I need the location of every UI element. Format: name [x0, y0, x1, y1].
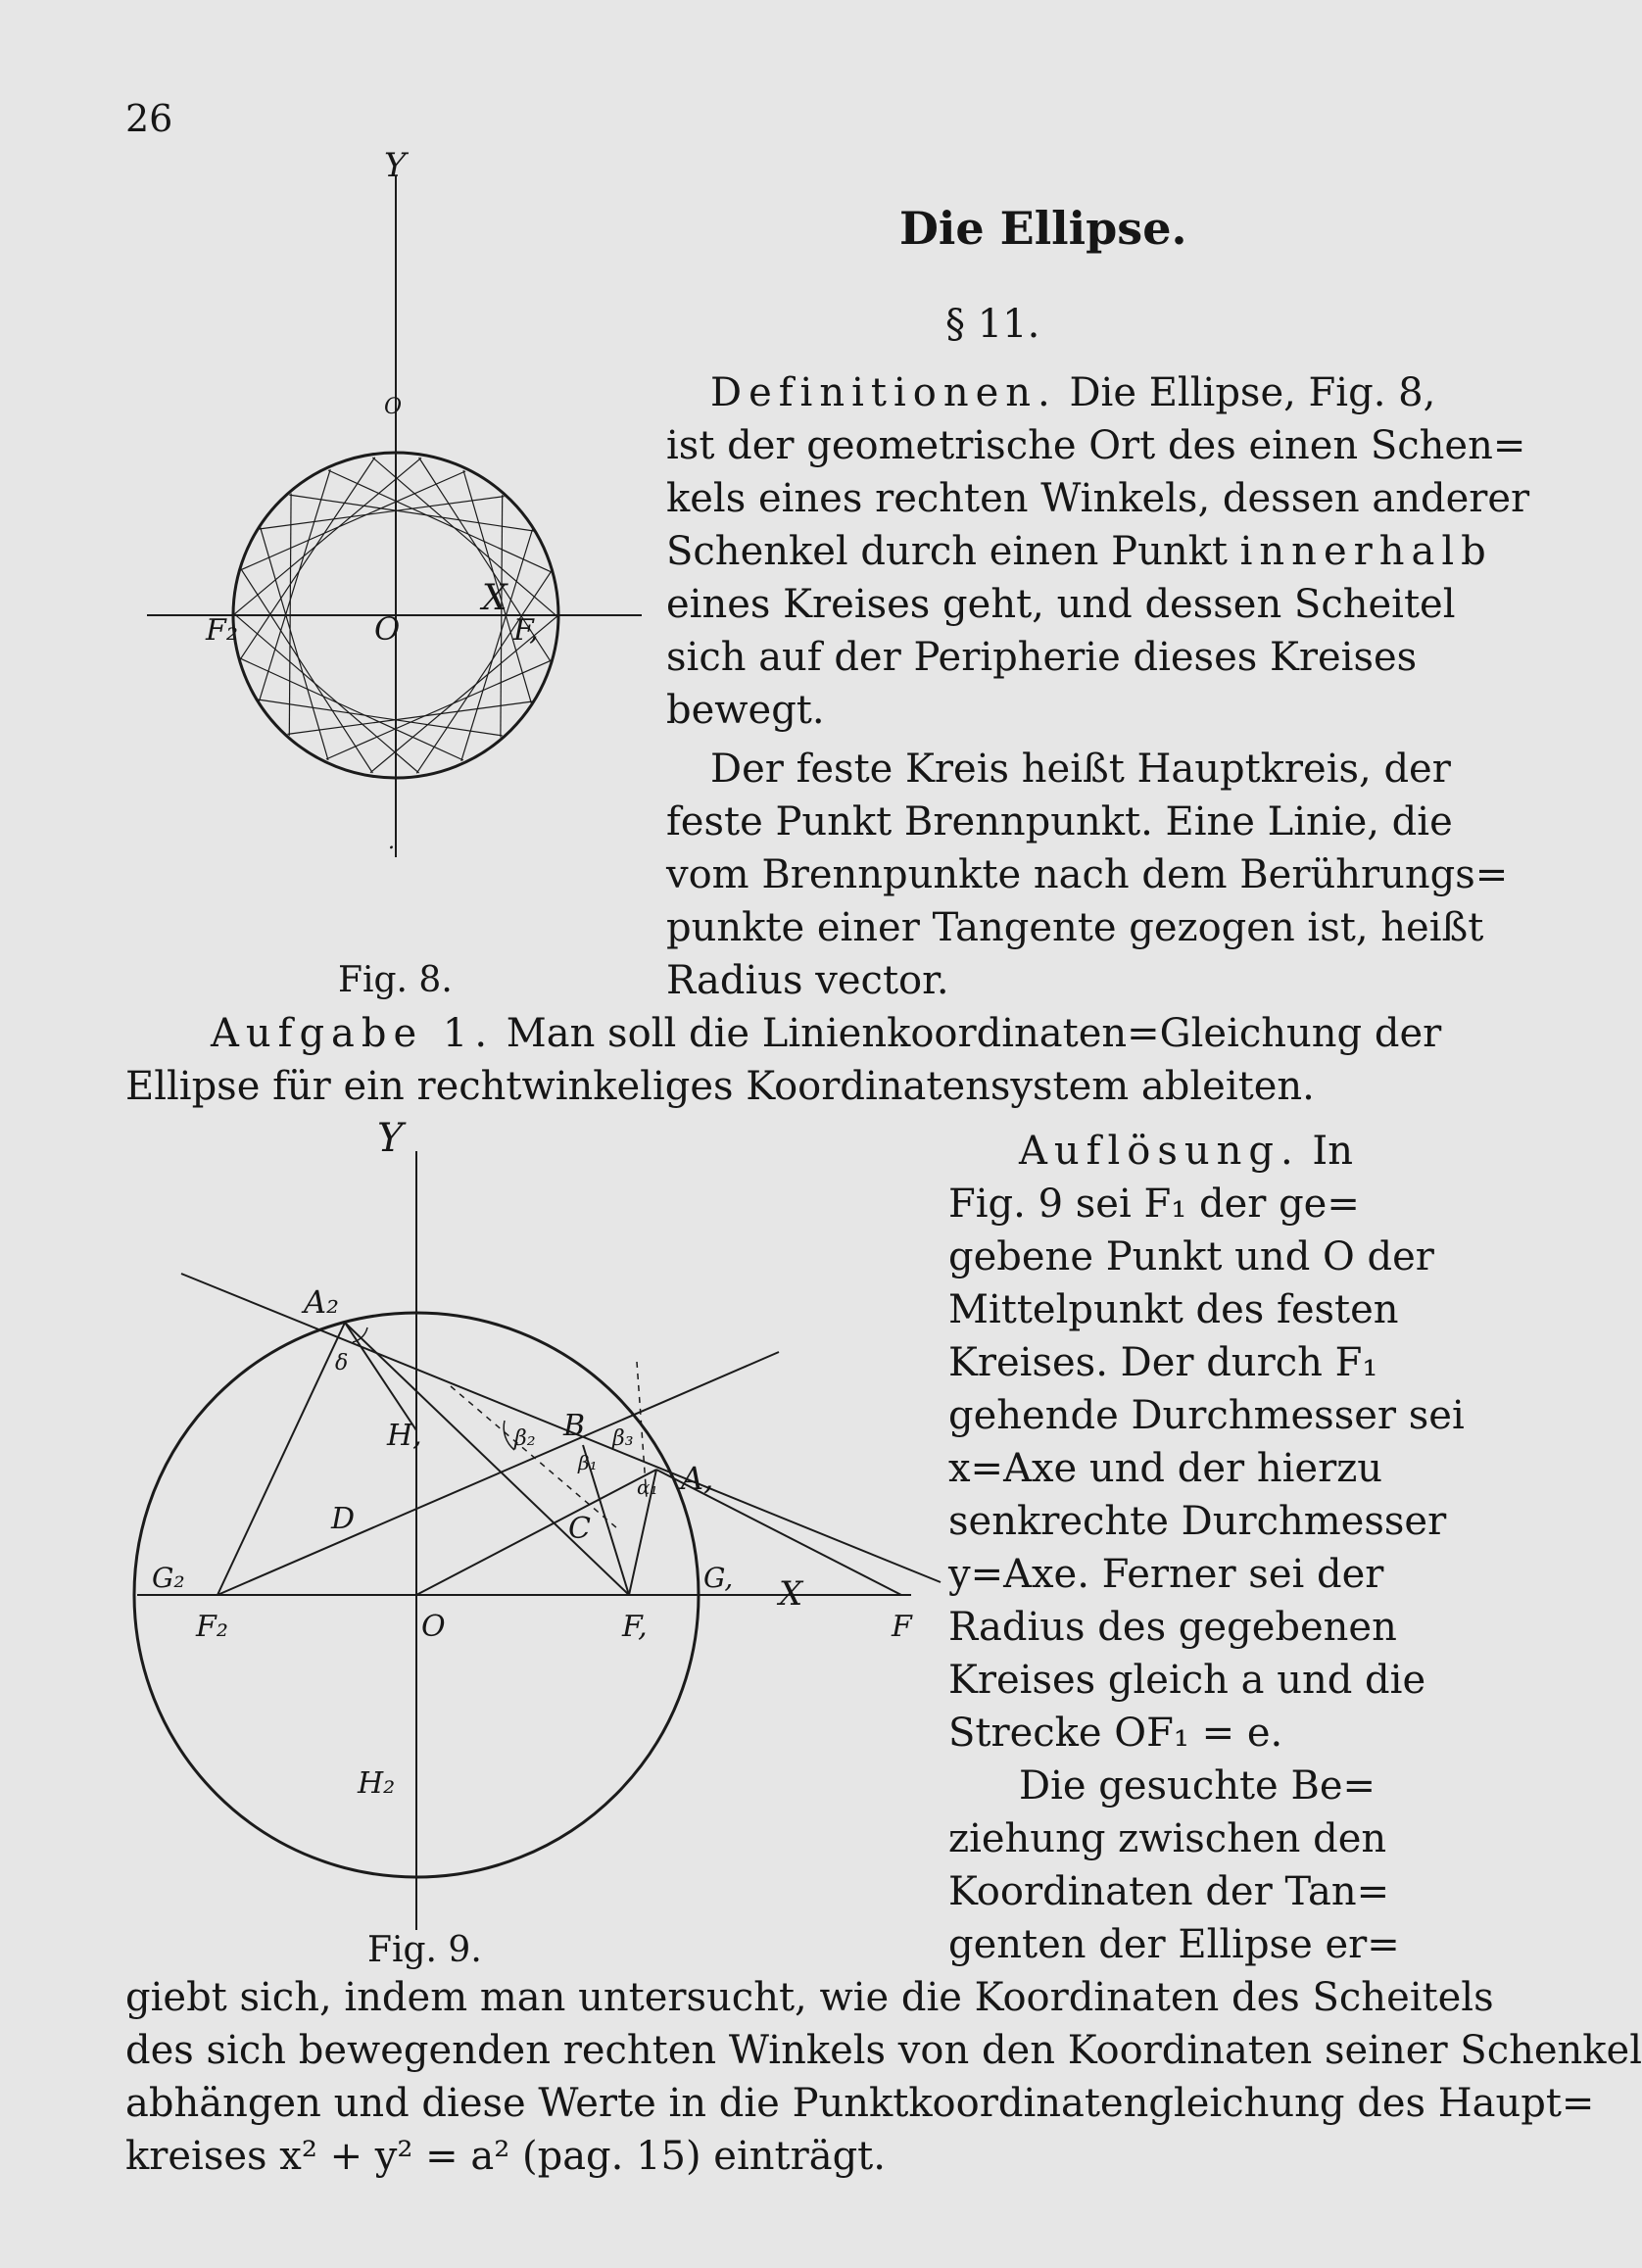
fig8-label-f1: F,: [513, 613, 539, 648]
aufloesung-line-1: Auflösung. In: [1019, 1129, 1353, 1174]
page-number: 26: [125, 97, 173, 140]
aufloesung-line-7: x=Axe und der hierzu: [948, 1446, 1383, 1491]
fig8-chord: [240, 568, 372, 773]
aufgabe-line-1: Aufgabe 1. Man soll die Linienkoordinaten=Gleichung der: [211, 1011, 1442, 1056]
closing-line-3: abhängen und diese Werte in die Punktkoordinatengleichung des Haupt=: [125, 2081, 1595, 2126]
definition-line-1: Definitionen. Die Ellipse, Fig. 8,: [710, 370, 1436, 415]
fig9-label-b: B: [563, 1409, 586, 1443]
aufgabe-line-2: Ellipse für ein rechtwinkeliges Koordinatensystem ableiten.: [125, 1064, 1315, 1109]
def2-line-4: punkte einer Tangente gezogen ist, heißt: [666, 905, 1484, 950]
fig9-label-c: C: [568, 1512, 591, 1546]
def2-line-3: vom Brennpunkte nach dem Berührungs=: [666, 852, 1509, 897]
fig8-chord: [326, 660, 552, 759]
fig9-label-a1: A,: [681, 1460, 714, 1497]
fig9-label-f2: F₂: [196, 1610, 228, 1644]
fig9-label-y: Y: [377, 1116, 404, 1161]
fig8-chord: [240, 471, 465, 570]
fig8-caption: Fig. 8.: [338, 960, 453, 1000]
fig8-label-y: Y: [384, 146, 407, 185]
fig9-line-a2-h1: [345, 1323, 416, 1430]
fig9-label-f: F: [892, 1610, 912, 1644]
fig9-label-h2: H₂: [358, 1766, 396, 1801]
definition-line-4: Schenkel durch einen Punkt innerhalb: [666, 529, 1493, 574]
fig9-label-d: D: [331, 1502, 356, 1536]
fig8-chord: [258, 700, 503, 736]
aufloesung-line-9: y=Axe. Ferner sei der: [948, 1552, 1384, 1597]
fig8-chord: [239, 658, 463, 760]
closing-line-2: des sich bewegenden rechten Winkels von den Koordinaten seiner Schenkel: [125, 2028, 1642, 2073]
fig9-angle-arc-1: [353, 1327, 367, 1342]
def2-line-2: feste Punkt Brennpunkt. Eine Linie, die: [666, 799, 1453, 844]
definition-line-3: kels eines rechten Winkels, dessen anderer: [666, 476, 1530, 521]
fig8-chord: [288, 701, 533, 734]
aufloesung-line-2: Fig. 9 sei F₁ der ge=: [948, 1182, 1360, 1227]
fig8-chord: [240, 458, 375, 660]
fig9-label-a2: A₂: [304, 1283, 339, 1321]
fig9-label-x: X: [779, 1574, 803, 1614]
fig9-caption: Fig. 9.: [367, 1930, 482, 1970]
definition-line-2: ist der geometrische Ort des einen Schen=: [666, 423, 1526, 468]
fig9-label-alpha1: α₁: [637, 1475, 658, 1499]
fig8-label-o-top: O: [384, 395, 403, 419]
fig9-label-h1: H,: [387, 1419, 422, 1453]
fig9-line-o-a1: [416, 1470, 656, 1595]
aufloesung-line-4: Mittelpunkt des festen: [948, 1287, 1399, 1332]
fig8-chord: [259, 497, 504, 529]
aufloesung-line-16: genten der Ellipse er=: [948, 1922, 1400, 1967]
figure-8: [127, 147, 656, 892]
fig8-chord: [261, 527, 328, 760]
fig8-label-x: X: [482, 578, 507, 618]
figure-9: [127, 1107, 941, 1945]
fig9-label-g1: G,: [703, 1562, 734, 1594]
aufloesung-line-13: Die gesuchte Be=: [1019, 1763, 1376, 1809]
fig9-label-g2: G₂: [152, 1562, 185, 1594]
aufloesung-line-3: gebene Punkt und O der: [948, 1234, 1434, 1279]
aufloesung-line-11: Kreises gleich a und die: [948, 1658, 1426, 1703]
aufloesung-line-8: senkrechte Durchmesser: [948, 1499, 1447, 1544]
def2-line-5: Radius vector.: [666, 958, 949, 1003]
fig8-chord: [328, 470, 553, 572]
section-number: § 11.: [945, 302, 1040, 347]
definition-line-7: bewegt.: [666, 688, 825, 733]
fig9-label-beta2: β₂: [514, 1426, 536, 1451]
closing-line-4: kreises x² + y² = a² (pag. 15) einträgt.: [125, 2134, 886, 2179]
aufloesung-line-5: Kreises. Der durch F₁: [948, 1340, 1378, 1385]
aufloesung-line-15: Koordinaten der Tan=: [948, 1869, 1390, 1914]
fig8-label-f2: F₂: [206, 613, 238, 648]
fig8-label-dot: .: [388, 830, 395, 854]
fig9-label-beta1: β₁: [578, 1451, 598, 1474]
closing-line-1: giebt sich, indem man untersucht, wie die Koordinaten des Scheitels: [125, 1975, 1494, 2020]
fig9-label-beta3: β₃: [612, 1426, 634, 1451]
fig8-chord: [289, 495, 534, 531]
definition-line-6: sich auf der Peripherie dieses Kreises: [666, 635, 1418, 680]
chapter-title: Die Ellipse.: [899, 202, 1187, 255]
fig9-label-o: O: [421, 1610, 446, 1644]
aufloesung-line-14: ziehung zwischen den: [948, 1816, 1387, 1861]
fig9-label-delta: δ: [335, 1351, 349, 1375]
definition-line-5: eines Kreises geht, und dessen Scheitel: [666, 582, 1456, 627]
def2-line-1: Der feste Kreis heißt Hauptkreis, der: [710, 747, 1451, 792]
fig8-label-origin: O: [374, 610, 401, 648]
fig9-line-a2-f2: [217, 1323, 345, 1595]
aufloesung-line-6: gehende Durchmesser sei: [948, 1393, 1465, 1438]
aufloesung-line-10: Radius des gegebenen: [948, 1605, 1397, 1650]
aufloesung-line-12: Strecke OF₁ = e.: [948, 1711, 1283, 1756]
fig9-label-f1: F,: [622, 1610, 648, 1644]
